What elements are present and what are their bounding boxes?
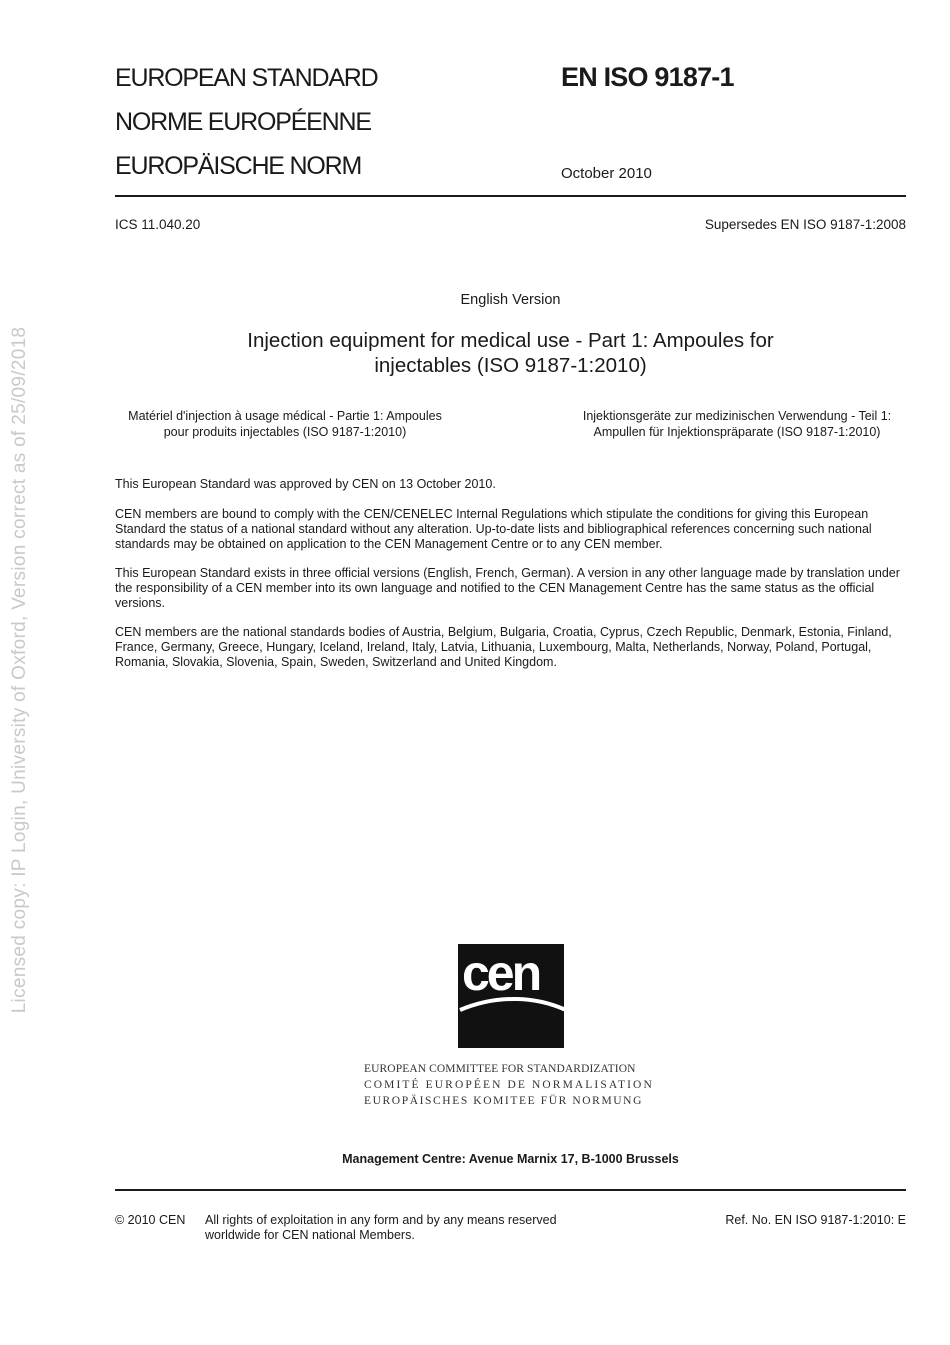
management-centre-address: Management Centre: Avenue Marnix 17, B-1000 Brussels bbox=[342, 1152, 679, 1166]
title-line-1: Injection equipment for medical use - Part 1: Ampoules for bbox=[247, 329, 774, 352]
french-title-line-1: Matériel d'injection à usage médical - Partie 1: Ampoules bbox=[128, 409, 442, 423]
standard-title-en: EUROPEAN STANDARD bbox=[115, 64, 378, 92]
members-paragraph: CEN members are the national standards bodies of Austria, Belgium, Bulgaria, Croatia, Cyprus, Czech Republic, Denmark, Estonia, Finland, France, Germany, Greece, Hungary, Iceland, Ireland, Italy, Latvia, Lithuania, Luxembourg, Malta, Netherlands, Norway, Poland, Portugal, Romania, Slovakia, Slovenia, Spain, Sweden, Switzerland and United Kingdom. bbox=[115, 625, 892, 669]
cen-logo-text: cen bbox=[462, 945, 540, 1001]
german-title-line-1: Injektionsgeräte zur medizinischen Verwendung - Teil 1: bbox=[582, 409, 892, 423]
compliance-paragraph: CEN members are bound to comply with the CEN/CENELEC Internal Regulations which stipulate the conditions for giving this European Standard the status of a national standard without any alteration. Up-to-date lists and bibliographical references concerning such national standards may be obtained on application to the CEN Management Centre or to any CEN member. bbox=[115, 507, 872, 551]
german-title bbox=[566, 409, 908, 440]
copyright-notice: © 2010 CEN bbox=[115, 1213, 186, 1227]
publication-date: October 2010 bbox=[561, 165, 652, 182]
license-watermark: Licensed copy: IP Login, University of Oxford, Version correct as of 25/09/2018 bbox=[9, 326, 30, 1014]
ics-code: ICS 11.040.20 bbox=[115, 217, 201, 232]
committee-name-fr: COMITÉ EUROPÉEN DE NORMALISATION bbox=[364, 1079, 654, 1091]
german-title-line-2: Ampullen für Injektionspräparate (ISO 9187-1:2010) bbox=[593, 424, 881, 439]
document-number: EN ISO 9187-1 bbox=[561, 62, 734, 92]
rights-line-2: worldwide for CEN national Members. bbox=[205, 1228, 415, 1242]
approval-paragraph: This European Standard was approved by CEN on 13 October 2010. bbox=[115, 477, 496, 491]
french-title-line-2: pour produits injectables (ISO 9187-1:2010) bbox=[163, 424, 407, 439]
rights-line-1: All rights of exploitation in any form and by any means reserved bbox=[205, 1213, 557, 1227]
rights-statement bbox=[205, 1213, 557, 1243]
document-title bbox=[115, 328, 906, 378]
header-divider bbox=[115, 195, 906, 197]
reference-number: Ref. No. EN ISO 9187-1:2010: E bbox=[725, 1213, 906, 1227]
standard-title-fr: NORME EUROPÉENNE bbox=[115, 108, 371, 136]
committee-name-en: EUROPEAN COMMITTEE FOR STANDARDIZATION bbox=[364, 1063, 636, 1075]
footer-divider bbox=[115, 1189, 906, 1191]
supersedes-note: Supersedes EN ISO 9187-1:2008 bbox=[704, 217, 906, 232]
versions-paragraph: This European Standard exists in three official versions (English, French, German). A version in any other language made by translation under the responsibility of a CEN member into its own language and notified to the CEN Management Centre has the same status as the official versions. bbox=[115, 566, 900, 610]
french-title bbox=[115, 409, 455, 440]
committee-name-de: EUROPÄISCHES KOMITEE FÜR NORMUNG bbox=[364, 1095, 643, 1107]
cen-logo bbox=[458, 944, 564, 1048]
version-label: English Version bbox=[460, 292, 561, 308]
standard-title-de: EUROPÄISCHE NORM bbox=[115, 152, 362, 180]
title-line-2: injectables (ISO 9187-1:2010) bbox=[374, 354, 647, 377]
